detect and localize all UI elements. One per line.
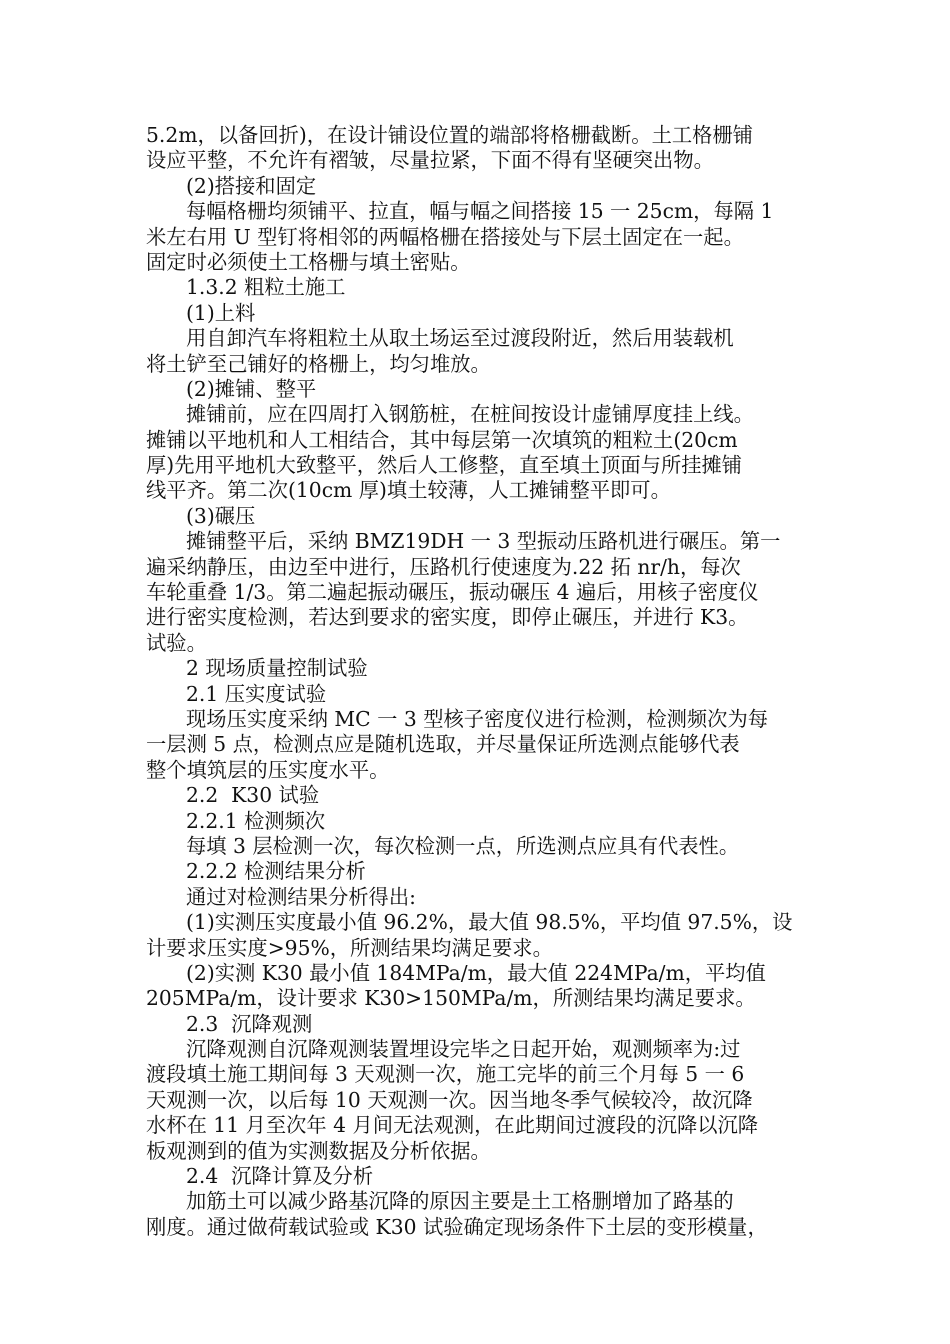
text-line: 厚)先用平地机大致整平，然后人工修整，直至填土顶面与所挂摊铺 — [146, 453, 743, 478]
text-line: 设应平整，不允许有褶皱，尽量拉紧，下面不得有坚硬突出物。 — [146, 148, 714, 173]
text-line: 刚度。通过做荷载试验或 K30 试验确定现场条件下土层的变形模量， — [146, 1214, 768, 1239]
text-line: 通过对检测结果分析得出: — [186, 884, 416, 909]
text-line: (2)实测 K30 最小值 184MPa/m，最大值 224MPa/m，平均值 — [186, 960, 766, 985]
text-line: 一层测 5 点，检测点应是随机选取，并尽量保证所选测点能够代表 — [146, 732, 740, 757]
section-heading: 2.2.2 检测结果分析 — [186, 859, 366, 884]
text-line: 每填 3 层检测一次，每次检测一点，所选测点应具有代表性。 — [186, 833, 740, 858]
text-line: 水杯在 11 月至次年 4 月间无法观测，在此期间过渡段的沉降以沉降 — [146, 1113, 759, 1138]
section-heading: 1.3.2 粗粒土施工 — [186, 275, 346, 300]
text-line: 205MPa/m，设计要求 K30>150MPa/m，所测结果均满足要求。 — [146, 986, 756, 1011]
section-heading: 2.2.1 检测频次 — [186, 808, 326, 833]
subsection-heading: (3)碾压 — [186, 503, 256, 528]
section-heading: 2.4 沉降计算及分析 — [186, 1164, 374, 1189]
section-heading: 2.2 K30 试验 — [186, 783, 320, 808]
subsection-heading: (2)摊铺、整平 — [186, 376, 317, 401]
text-line: 遍采纳静压，由边至中进行，压路机行使速度为.22 拓 nr/h，每次 — [146, 554, 741, 579]
text-line: 摊铺前，应在四周打入钢筋桩，在桩间按设计虚铺厚度挂上线。 — [186, 402, 754, 427]
document-body — [146, 123, 811, 1240]
subsection-heading: (2)搭接和固定 — [186, 173, 317, 198]
text-line: 固定时必须使土工格栅与填土密贴。 — [146, 249, 471, 274]
text-line: (1)实测压实度最小值 96.2%，最大值 98.5%，平均值 97.5%，设 — [186, 910, 793, 935]
text-line: 摊铺整平后，采纳 BMZ19DH 一 3 型振动压路机进行碾压。第一 — [186, 529, 781, 554]
text-line: 天观测一次，以后每 10 天观测一次。因当地冬季气候较冷，故沉降 — [146, 1087, 753, 1112]
text-line: 米左右用 U 型钉将相邻的两幅格栅在搭接处与下层土固定在一起。 — [146, 224, 744, 249]
text-line: 进行密实度检测，若达到要求的密实度，即停止碾压，并进行 K3。 — [146, 605, 749, 630]
subsection-heading: (1)上料 — [186, 300, 256, 325]
text-line: 试验。 — [146, 630, 207, 655]
section-heading: 2.1 压实度试验 — [186, 681, 327, 706]
text-line: 计要求压实度>95%，所测结果均满足要求。 — [146, 935, 553, 960]
section-heading: 2.3 沉降观测 — [186, 1011, 313, 1036]
text-line: 5.2m，以备回折)，在设计铺设位置的端部将格栅截断。土工格栅铺 — [146, 123, 753, 147]
text-line: 线平齐。第二次(10cm 厚)填土较薄，人工摊铺整平即可。 — [146, 478, 671, 503]
text-line: 加筋土可以减少路基沉降的原因主要是土工格删增加了路基的 — [186, 1189, 734, 1214]
text-line: 用自卸汽车将粗粒土从取土场运至过渡段附近，然后用装载机 — [186, 326, 734, 351]
text-line: 渡段填土施工期间每 3 天观测一次，施工完毕的前三个月每 5 一 6 — [146, 1062, 745, 1087]
text-line: 将土铲至己铺好的格栅上，均匀堆放。 — [146, 351, 491, 376]
text-line: 现场压实度采纳 MC 一 3 型核子密度仪进行检测，检测频次为每 — [186, 706, 769, 731]
text-line: 每幅格栅均须铺平、拉直，幅与幅之间搭接 15 一 25cm，每隔 1 — [186, 199, 774, 224]
text-line: 摊铺以平地机和人工相结合，其中每层第一次填筑的粗粒土(20cm — [146, 427, 738, 452]
text-line: 板观测到的值为实测数据及分析依据。 — [146, 1138, 491, 1163]
text-line: 车轮重叠 1/3。第二遍起振动碾压，振动碾压 4 遍后，用核子密度仪 — [146, 580, 759, 605]
text-line: 沉降观测自沉降观测装置埋设完毕之日起开始，观测频率为:过 — [186, 1037, 741, 1062]
text-line: 整个填筑层的压实度水平。 — [146, 757, 390, 782]
section-heading: 2 现场质量控制试验 — [186, 656, 368, 681]
